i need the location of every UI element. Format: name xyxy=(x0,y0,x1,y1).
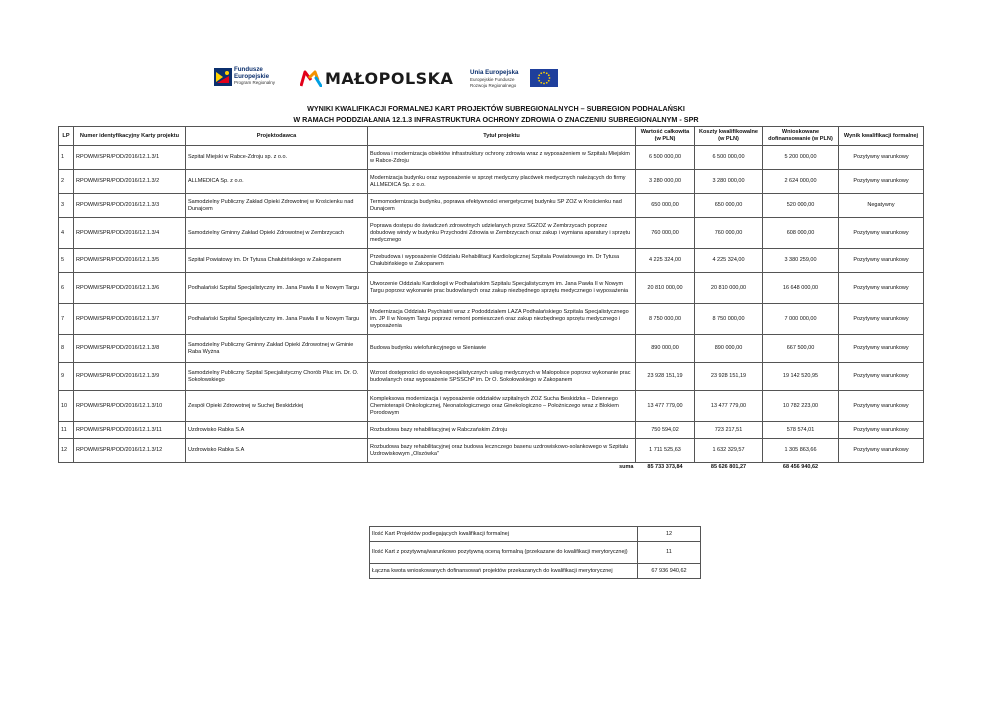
row-total: 4 225 324,00 xyxy=(636,249,695,273)
summary-row xyxy=(370,542,701,564)
row-requested: 520 000,00 xyxy=(763,194,839,218)
row-requested: 3 380 259,00 xyxy=(763,249,839,273)
logo-bar xyxy=(0,66,992,92)
row-lp: 4 xyxy=(59,218,74,249)
row-result: Pozytywny warunkowy xyxy=(839,422,924,439)
row-result: Pozytywny warunkowy xyxy=(839,218,924,249)
row-result: Negatywny xyxy=(839,194,924,218)
summary-row xyxy=(370,564,701,579)
eu-star xyxy=(548,74,550,76)
row-lp: 5 xyxy=(59,249,74,273)
header-result: Wynik kwalifikacji formalnej xyxy=(839,127,924,146)
table-row xyxy=(59,170,924,194)
malopolska-wordmark: MAŁOPOLSKA xyxy=(325,69,454,88)
row-number: RPOWM/SPR/POD/2016/12.1.3/8 xyxy=(74,335,186,363)
ue-logo-line2: Europejskie Fundusze xyxy=(470,76,515,82)
row-title: Modernizacja budynku oraz wyposażenie w sprzęt medyczny placówek medycznych należących do firmy ALLMEDICA Sp. z o.o. xyxy=(368,170,636,194)
row-applicant: Zespół Opieki Zdrowotnej w Suchej Beskidzkiej xyxy=(186,391,368,422)
row-title: Przebudowa i wyposażenie Oddziału Rehabilitacji Kardiologicznej Szpitala Powiatowego im. Dr Tytusa Chałubińskiego w Zakopanem xyxy=(368,249,636,273)
row-number: RPOWM/SPR/POD/2016/12.1.3/10 xyxy=(74,391,186,422)
row-title: Rozbudowa bazy rehabilitacyjnej w Rabczańskim Zdroju xyxy=(368,422,636,439)
eu-star xyxy=(538,77,540,79)
row-lp: 11 xyxy=(59,422,74,439)
summary-table xyxy=(369,526,701,579)
summary-value: 11 xyxy=(638,542,701,564)
row-eligible: 8 750 000,00 xyxy=(695,304,763,335)
row-requested: 608 000,00 xyxy=(763,218,839,249)
row-number: RPOWM/SPR/POD/2016/12.1.3/4 xyxy=(74,218,186,249)
row-lp: 2 xyxy=(59,170,74,194)
row-total: 760 000,00 xyxy=(636,218,695,249)
row-total: 1 711 525,63 xyxy=(636,439,695,463)
row-number: RPOWM/SPR/POD/2016/12.1.3/9 xyxy=(74,363,186,391)
table-row xyxy=(59,273,924,304)
eu-flag-icon xyxy=(530,69,558,87)
row-lp: 1 xyxy=(59,146,74,170)
row-lp: 12 xyxy=(59,439,74,463)
malopolska-logo xyxy=(300,66,454,92)
row-applicant: Samodzielny Publiczny Zakład Opieki Zdrowotnej w Krościenku nad Dunajcem xyxy=(186,194,368,218)
row-requested: 1 305 863,66 xyxy=(763,439,839,463)
row-number: RPOWM/SPR/POD/2016/12.1.3/1 xyxy=(74,146,186,170)
sum-empty xyxy=(839,463,924,473)
table-row xyxy=(59,363,924,391)
row-applicant: Szpital Powiatowy im. Dr Tytusa Chałubińskiego w Zakopanem xyxy=(186,249,368,273)
table-row xyxy=(59,146,924,170)
row-applicant: Uzdrowisko Rabka S.A xyxy=(186,439,368,463)
header-eligible: Koszty kwalifikowalne (w PLN) xyxy=(695,127,763,146)
header-number: Numer identyfikacyjny Karty projektu xyxy=(74,127,186,146)
row-lp: 3 xyxy=(59,194,74,218)
eu-star xyxy=(546,82,548,84)
row-title: Modernizacja Oddziału Psychiatrii wraz z Pododdziałem LAZA Podhalańskiego Szpitala Specjalistycznego im. JP II w Nowym Targu poprzez remont pomieszczeń oraz zakup niezbędnego sprzętu medycznego i wyposażenia xyxy=(368,304,636,335)
header-applicant: Projektodawca xyxy=(186,127,368,146)
row-applicant: Uzdrowisko Rabka S.A xyxy=(186,422,368,439)
row-eligible: 760 000,00 xyxy=(695,218,763,249)
table-row xyxy=(59,304,924,335)
row-total: 23 928 151,19 xyxy=(636,363,695,391)
table-row xyxy=(59,249,924,273)
qualification-table xyxy=(58,126,924,473)
row-eligible: 13 477 779,00 xyxy=(695,391,763,422)
row-number: RPOWM/SPR/POD/2016/12.1.3/12 xyxy=(74,439,186,463)
row-requested: 667 500,00 xyxy=(763,335,839,363)
row-result: Pozytywny warunkowy xyxy=(839,304,924,335)
eu-star xyxy=(549,77,551,79)
ue-logo-line1: Unia Europejska xyxy=(470,69,519,76)
eu-star xyxy=(540,82,542,84)
row-total: 3 280 000,00 xyxy=(636,170,695,194)
row-total: 13 477 779,00 xyxy=(636,391,695,422)
row-applicant: Samodzielny Publiczny Gminny Zakład Opieki Zdrowotnej w Gminie Raba Wyżna xyxy=(186,335,368,363)
sum-total: 85 733 373,84 xyxy=(647,464,683,471)
row-title: Budowa i modernizacja obiektów infrastruktury ochrony zdrowia wraz z wyposażeniem w Szpitalu Miejskim w Rabce-Zdroju xyxy=(368,146,636,170)
row-total: 750 594,02 xyxy=(636,422,695,439)
row-applicant: Samodzielny Gminny Zakład Opieki Zdrowotnej w Zembrzycach xyxy=(186,218,368,249)
malopolska-mark-icon xyxy=(300,69,322,87)
row-applicant: Szpital Miejski w Rabce-Zdroju sp. z o.o. xyxy=(186,146,368,170)
ue-logo-line3: Rozwoju Regionalnego xyxy=(470,83,517,89)
sum-row xyxy=(59,463,924,473)
summary-label: Łączna kwota wnioskowanych dofinansowań projektów przekazanych do kwalifikacji merytorycznej xyxy=(370,564,638,579)
eu-star xyxy=(548,80,550,82)
sum-requested: 68 456 940,62 xyxy=(782,464,819,471)
eu-star xyxy=(538,80,540,82)
row-eligible: 723 217,51 xyxy=(695,422,763,439)
header-lp: LP xyxy=(59,127,74,146)
row-number: RPOWM/SPR/POD/2016/12.1.3/5 xyxy=(74,249,186,273)
header-total: Wartość całkowita (w PLN) xyxy=(636,127,695,146)
fe-logo-line2: Europejskie xyxy=(234,72,270,80)
table-header-row xyxy=(59,127,924,146)
row-lp: 6 xyxy=(59,273,74,304)
title-line-2: W RAMACH PODDZIAŁANIA 12.1.3 INFRASTRUKTURA OCHRONY ZDROWIA O ZNACZENIU SUBREGIONALNYM - SPR xyxy=(293,115,699,124)
summary-label: Ilość Kart Projektów podlegających kwalifikacji formalnej xyxy=(370,527,638,542)
table-row xyxy=(59,439,924,463)
row-number: RPOWM/SPR/POD/2016/12.1.3/7 xyxy=(74,304,186,335)
eu-star xyxy=(543,83,545,85)
row-title: Rozbudowa bazy rehabilitacyjnej oraz budowa lecznczego basenu uzdrowiskowo-solankowego w Szpitalu Uzdrowiskowym „Olszówka" xyxy=(368,439,636,463)
row-eligible: 3 280 000,00 xyxy=(695,170,763,194)
row-result: Pozytywny warunkowy xyxy=(839,391,924,422)
row-requested: 578 574,01 xyxy=(763,422,839,439)
row-eligible: 6 500 000,00 xyxy=(695,146,763,170)
row-applicant: ALLMEDICA Sp. z o.o. xyxy=(186,170,368,194)
fe-logo-line3: Program Regionalny xyxy=(234,80,276,86)
row-total: 890 000,00 xyxy=(636,335,695,363)
row-eligible: 890 000,00 xyxy=(695,335,763,363)
summary-value: 12 xyxy=(638,527,701,542)
eu-star xyxy=(540,72,542,74)
summary-label: Ilość Kart z pozytywną/warunkowo pozytywną oceną formalną (przekazane do kwalifikacji merytorycznej) xyxy=(370,542,638,564)
fe-flag-icon xyxy=(214,68,232,86)
table-row xyxy=(59,218,924,249)
table-row xyxy=(59,194,924,218)
row-title: Budowa budynku wielofunkcyjnego w Sieniawie xyxy=(368,335,636,363)
row-number: RPOWM/SPR/POD/2016/12.1.3/11 xyxy=(74,422,186,439)
row-requested: 2 624 000,00 xyxy=(763,170,839,194)
table-row xyxy=(59,422,924,439)
eu-star xyxy=(543,72,545,74)
summary-row xyxy=(370,527,701,542)
row-title: Kompleksowa modernizacja i wyposażenie oddziałów szpitalnych ZOZ Sucha Beskidzka – Dziennego Chemioterapii Onkologicznej, Neonatologicznego oraz Ginekologiczno – Położniczego wraz z Blokiem Porodowym xyxy=(368,391,636,422)
row-requested: 5 200 000,00 xyxy=(763,146,839,170)
row-applicant: Podhalański Szpital Specjalistyczny im. Jana Pawła II w Nowym Targu xyxy=(186,304,368,335)
table-row xyxy=(59,391,924,422)
row-lp: 10 xyxy=(59,391,74,422)
row-requested: 16 648 000,00 xyxy=(763,273,839,304)
row-result: Pozytywny warunkowy xyxy=(839,249,924,273)
row-total: 6 500 000,00 xyxy=(636,146,695,170)
summary-value: 67 936 940,62 xyxy=(638,564,701,579)
row-lp: 9 xyxy=(59,363,74,391)
fundusze-europejskie-logo xyxy=(214,66,284,92)
row-lp: 7 xyxy=(59,304,74,335)
row-title: Wzrost dostępności do wysokospecjalistycznych usług medycznych w Małopolsce poprzez wykonanie prac budowlanych oraz wyposażenie SPSSChP im. Dr O. Sokołowskiego w Zakopanem xyxy=(368,363,636,391)
row-result: Pozytywny warunkowy xyxy=(839,363,924,391)
row-number: RPOWM/SPR/POD/2016/12.1.3/6 xyxy=(74,273,186,304)
row-number: RPOWM/SPR/POD/2016/12.1.3/3 xyxy=(74,194,186,218)
row-requested: 7 000 000,00 xyxy=(763,304,839,335)
eu-star xyxy=(538,74,540,76)
row-eligible: 20 810 000,00 xyxy=(695,273,763,304)
row-result: Pozytywny warunkowy xyxy=(839,146,924,170)
unia-europejska-logo xyxy=(470,66,562,92)
row-eligible: 4 225 324,00 xyxy=(695,249,763,273)
table-row xyxy=(59,335,924,363)
row-number: RPOWM/SPR/POD/2016/12.1.3/2 xyxy=(74,170,186,194)
row-result: Pozytywny warunkowy xyxy=(839,273,924,304)
row-lp: 8 xyxy=(59,335,74,363)
row-requested: 10 782 223,00 xyxy=(763,391,839,422)
sum-eligible: 85 626 801,27 xyxy=(710,464,747,471)
row-eligible: 23 928 151,19 xyxy=(695,363,763,391)
row-total: 650 000,00 xyxy=(636,194,695,218)
row-applicant: Podhalański Szpital Specjalistyczny im. Jana Pawła II w Nowym Targu xyxy=(186,273,368,304)
document-title xyxy=(0,103,992,125)
row-eligible: 1 632 329,57 xyxy=(695,439,763,463)
eu-star xyxy=(546,72,548,74)
row-total: 8 750 000,00 xyxy=(636,304,695,335)
header-title: Tytuł projektu xyxy=(368,127,636,146)
sum-label: suma xyxy=(619,464,634,471)
fe-logo-line1: Fundusze xyxy=(234,66,263,73)
row-eligible: 650 000,00 xyxy=(695,194,763,218)
row-requested: 19 142 520,95 xyxy=(763,363,839,391)
row-result: Pozytywny warunkowy xyxy=(839,335,924,363)
row-result: Pozytywny warunkowy xyxy=(839,170,924,194)
row-result: Pozytywny warunkowy xyxy=(839,439,924,463)
row-title: Poprawa dostępu do świadczeń zdrowotnych udzielanych przez SGZOZ w Zembrzycach poprzez dobudowę windy w budynku Przychodni Zdrowia w Zembrzycach oraz zakup i wymiana aparatury i sprzętu medycznego xyxy=(368,218,636,249)
row-title: Utworzenie Oddziału Kardiologii w Podhalańskim Szpitalu Specjalistycznym im. Jana Pawła II w Nowym Targu poprzez wykonanie prac budowlanych oraz zakup niezbędnego sprzętu medycznego i wyposażenia xyxy=(368,273,636,304)
header-requested: Wnioskowane dofinansowanie (w PLN) xyxy=(763,127,839,146)
title-line-1: WYNIKI KWALIFIKACJI FORMALNEJ KART PROJEKTÓW SUBREGIONALNYCH – SUBREGION PODHALAŃSKI xyxy=(307,104,685,113)
row-title: Termomodernizacja budynku, poprawa efektywności energetycznej budynku SP ZOZ w Krościenku nad Dunajcem xyxy=(368,194,636,218)
row-applicant: Samodzielny Publiczny Szpital Specjalistyczny Chorób Płuc im. Dr. O. Sokołowskiego xyxy=(186,363,368,391)
row-total: 20 810 000,00 xyxy=(636,273,695,304)
